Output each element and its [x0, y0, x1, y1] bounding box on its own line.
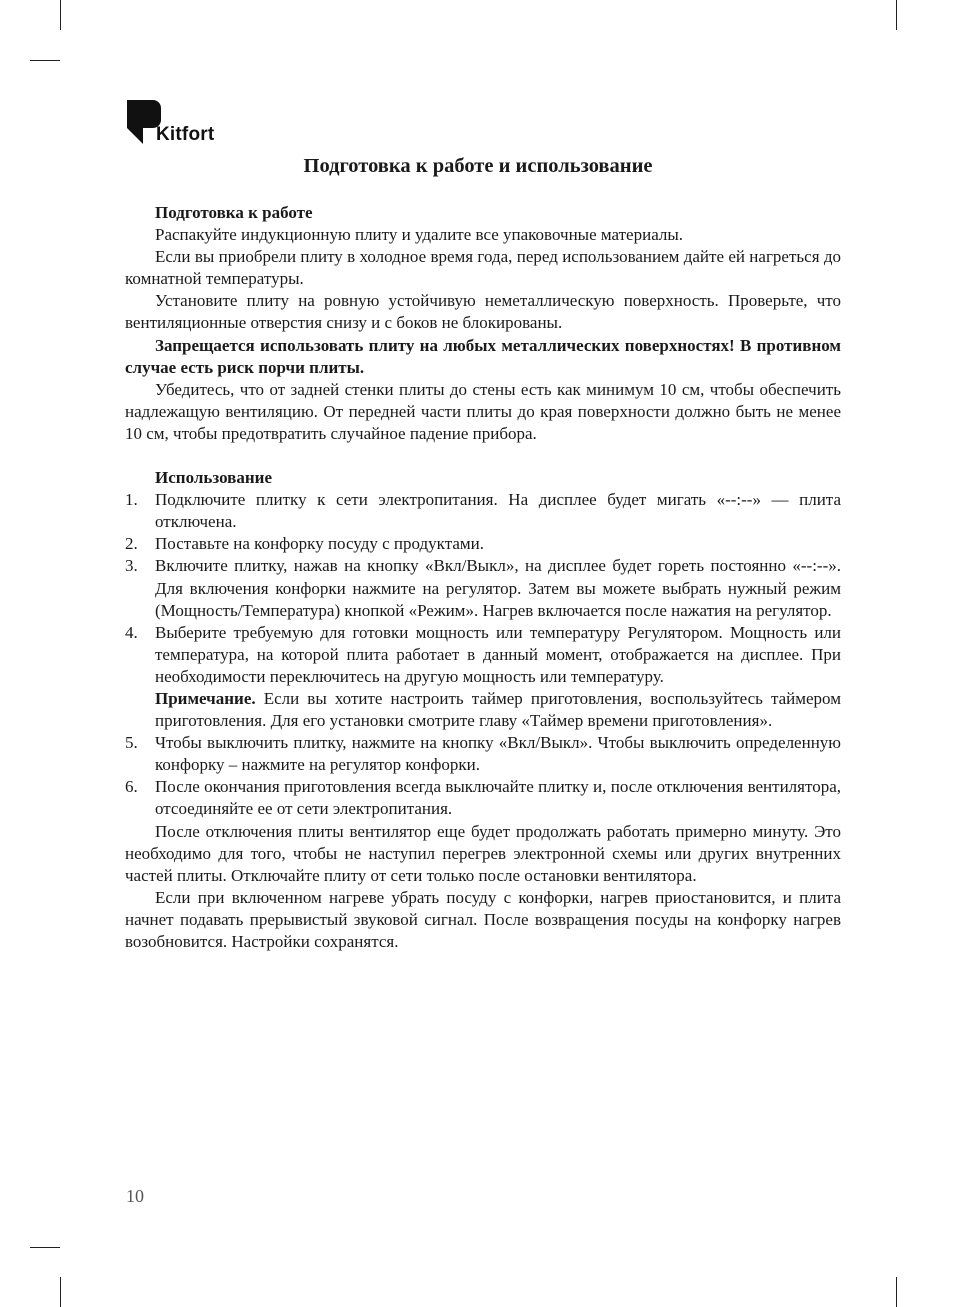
- list-item-text: Поставьте на конфорку посуду с продуктами.: [155, 534, 485, 554]
- crop-mark: [896, 0, 897, 30]
- list-item: [125, 555, 841, 621]
- list-item-text: После окончания приготовления всегда выключайте плитку и, после отключения вентилятора, отсоединяйте ее от сети электропитания.: [155, 777, 841, 819]
- paragraph: Распакуйте индукционную плиту и удалите все упаковочные материалы.: [155, 225, 684, 245]
- list-item: [125, 533, 841, 555]
- list-item: [125, 732, 841, 776]
- note: [155, 688, 841, 732]
- steps-list: [125, 489, 841, 820]
- list-item-text: Чтобы выключить плитку, нажмите на кнопку «Вкл/Выкл». Чтобы выключить определенную конфорку – нажмите на регулятор конфорки.: [155, 733, 841, 775]
- list-number: 4.: [125, 622, 138, 642]
- warning-paragraph: Запрещается использовать плиту на любых металлических поверхностях! В противном случае есть риск порчи плиты.: [125, 335, 841, 377]
- section-heading: Использование: [155, 468, 272, 488]
- paragraph: После отключения плиты вентилятор еще будет продолжать работать примерно минуту. Это необходимо для того, чтобы не наступил перегрев электронной схемы или других внутренних частей плиты. Отключайте плиту от сети только после остановки вентилятора.: [125, 821, 841, 885]
- paragraph: Если при включенном нагреве убрать посуду с конфорки, нагрев приостановится, и плита начнет подавать прерывистый звуковой сигнал. После возвращения посуды на конфорку нагрев возобновится. Настройки сохранятся.: [125, 887, 841, 951]
- list-item: [125, 776, 841, 820]
- crop-mark: [30, 1247, 60, 1248]
- list-item: [125, 622, 841, 732]
- list-number: 2.: [125, 534, 138, 554]
- brand-name: Kitfort: [156, 124, 215, 145]
- page-number: 10: [126, 1186, 144, 1206]
- brand-logo: [127, 100, 247, 150]
- list-number: 6.: [125, 777, 138, 797]
- note-label: Примечание.: [155, 688, 256, 708]
- crop-mark: [896, 1277, 897, 1307]
- list-item-text: Выберите требуемую для готовки мощность или температуру Регулятором. Мощность или температура, на которой плита работает в данный момент, отображается на дисплее. При необходимости переключитесь на другую мощность или температуру.: [155, 622, 841, 686]
- main-content: [125, 202, 841, 953]
- list-number: 3.: [125, 556, 138, 576]
- note-text: Если вы хотите настроить таймер приготовления, воспользуйтесь таймером приготовления. Для его установки смотрите главу «Таймер времени приготовления».: [155, 688, 841, 731]
- paragraph: Если вы приобрели плиту в холодное время года, перед использованием дайте ей нагреться до комнатной температуры.: [125, 247, 841, 289]
- crop-mark: [30, 60, 60, 61]
- crop-mark: [60, 0, 61, 30]
- paragraph: Убедитесь, что от задней стенки плиты до стены есть как минимум 10 см, чтобы обеспечить надлежащую вентиляцию. От передней части плиты до края поверхности должно быть не менее 10 см, чтобы предотвратить случайное падение прибора.: [125, 379, 841, 443]
- paragraph: Установите плиту на ровную устойчивую неметаллическую поверхность. Проверьте, что вентиляционные отверстия снизу и с боков не блокированы.: [125, 291, 841, 333]
- list-item-text: Включите плитку, нажав на кнопку «Вкл/Выкл», на дисплее будет гореть постоянно «--:--». Для включения конфорки нажмите на регулятор. Затем вы можете выбрать нужный режим (Мощность/Температура) кнопкой «Режим». Нагрев включается после нажатия на регулятор.: [155, 556, 841, 620]
- page-title: Подготовка к работе и использование: [303, 155, 653, 177]
- section-heading: Подготовка к работе: [155, 203, 313, 222]
- list-item-text: Подключите плитку к сети электропитания. На дисплее будет мигать «--:--» — плита отключена.: [155, 490, 841, 532]
- list-number: 5.: [125, 733, 138, 753]
- list-item: [125, 489, 841, 533]
- crop-mark: [60, 1277, 61, 1307]
- list-number: 1.: [125, 490, 138, 510]
